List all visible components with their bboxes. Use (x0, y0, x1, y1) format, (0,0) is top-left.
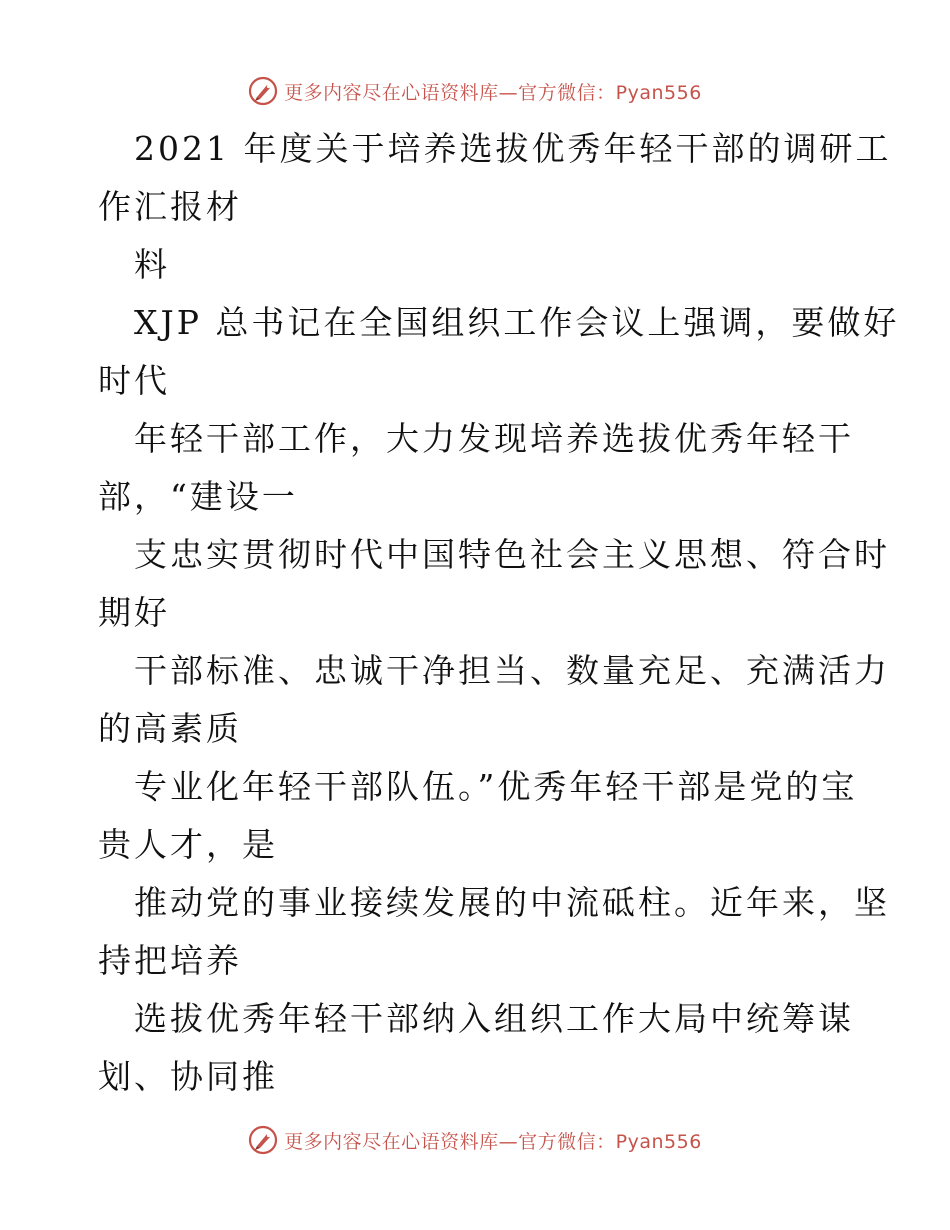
line-second: 部，“建设一 (98, 477, 298, 516)
line-first: 推动党的事业接续发展的中流砥柱。近年来，坚 (134, 883, 890, 922)
paragraph-line-2 (98, 236, 858, 294)
line-first: XJP 总书记在全国组织工作会议上强调，要做好 (134, 303, 900, 342)
line-second: 作汇报材 (98, 187, 242, 226)
line-first: 专业化年轻干部队伍。”优秀年轻干部是党的宝 (134, 767, 858, 806)
line-second: 期好 (98, 593, 170, 632)
line-second: 持把培养 (98, 941, 242, 980)
paragraph-line-4 (98, 410, 858, 526)
pen-logo-icon (248, 76, 278, 106)
paragraph-line-1 (98, 120, 892, 236)
header-watermark (0, 73, 950, 109)
line-second: 时代 (98, 361, 170, 400)
document-body (98, 120, 900, 1106)
line-second: 贵人才，是 (98, 825, 278, 864)
paragraph-line-6 (98, 642, 890, 758)
paragraph-line-7 (98, 758, 858, 874)
line-second: 划、协同推 (98, 1057, 278, 1096)
line-second: 的高素质 (98, 709, 242, 748)
footer-watermark (0, 1122, 950, 1158)
line-first: 支忠实贯彻时代中国特色社会主义思想、符合时 (134, 535, 890, 574)
watermark-text: 更多内容尽在心语资料库—官方微信：Pyan556 (284, 1130, 702, 1153)
line-first: 选拔优秀年轻干部纳入组织工作大局中统筹谋 (134, 999, 854, 1038)
line-first: 料 (134, 245, 170, 284)
pen-logo-icon (248, 1125, 278, 1155)
line-first: 2021 年度关于培养选拔优秀年轻干部的调研工 (134, 129, 892, 168)
watermark-text: 更多内容尽在心语资料库—官方微信：Pyan556 (284, 81, 702, 104)
paragraph-line-5 (98, 526, 890, 642)
paragraph-line-3 (98, 294, 900, 410)
line-first: 干部标准、忠诚干净担当、数量充足、充满活力 (134, 651, 890, 690)
line-first: 年轻干部工作，大力发现培养选拔优秀年轻干 (134, 419, 854, 458)
paragraph-line-8 (98, 874, 890, 990)
paragraph-line-9 (98, 990, 858, 1106)
